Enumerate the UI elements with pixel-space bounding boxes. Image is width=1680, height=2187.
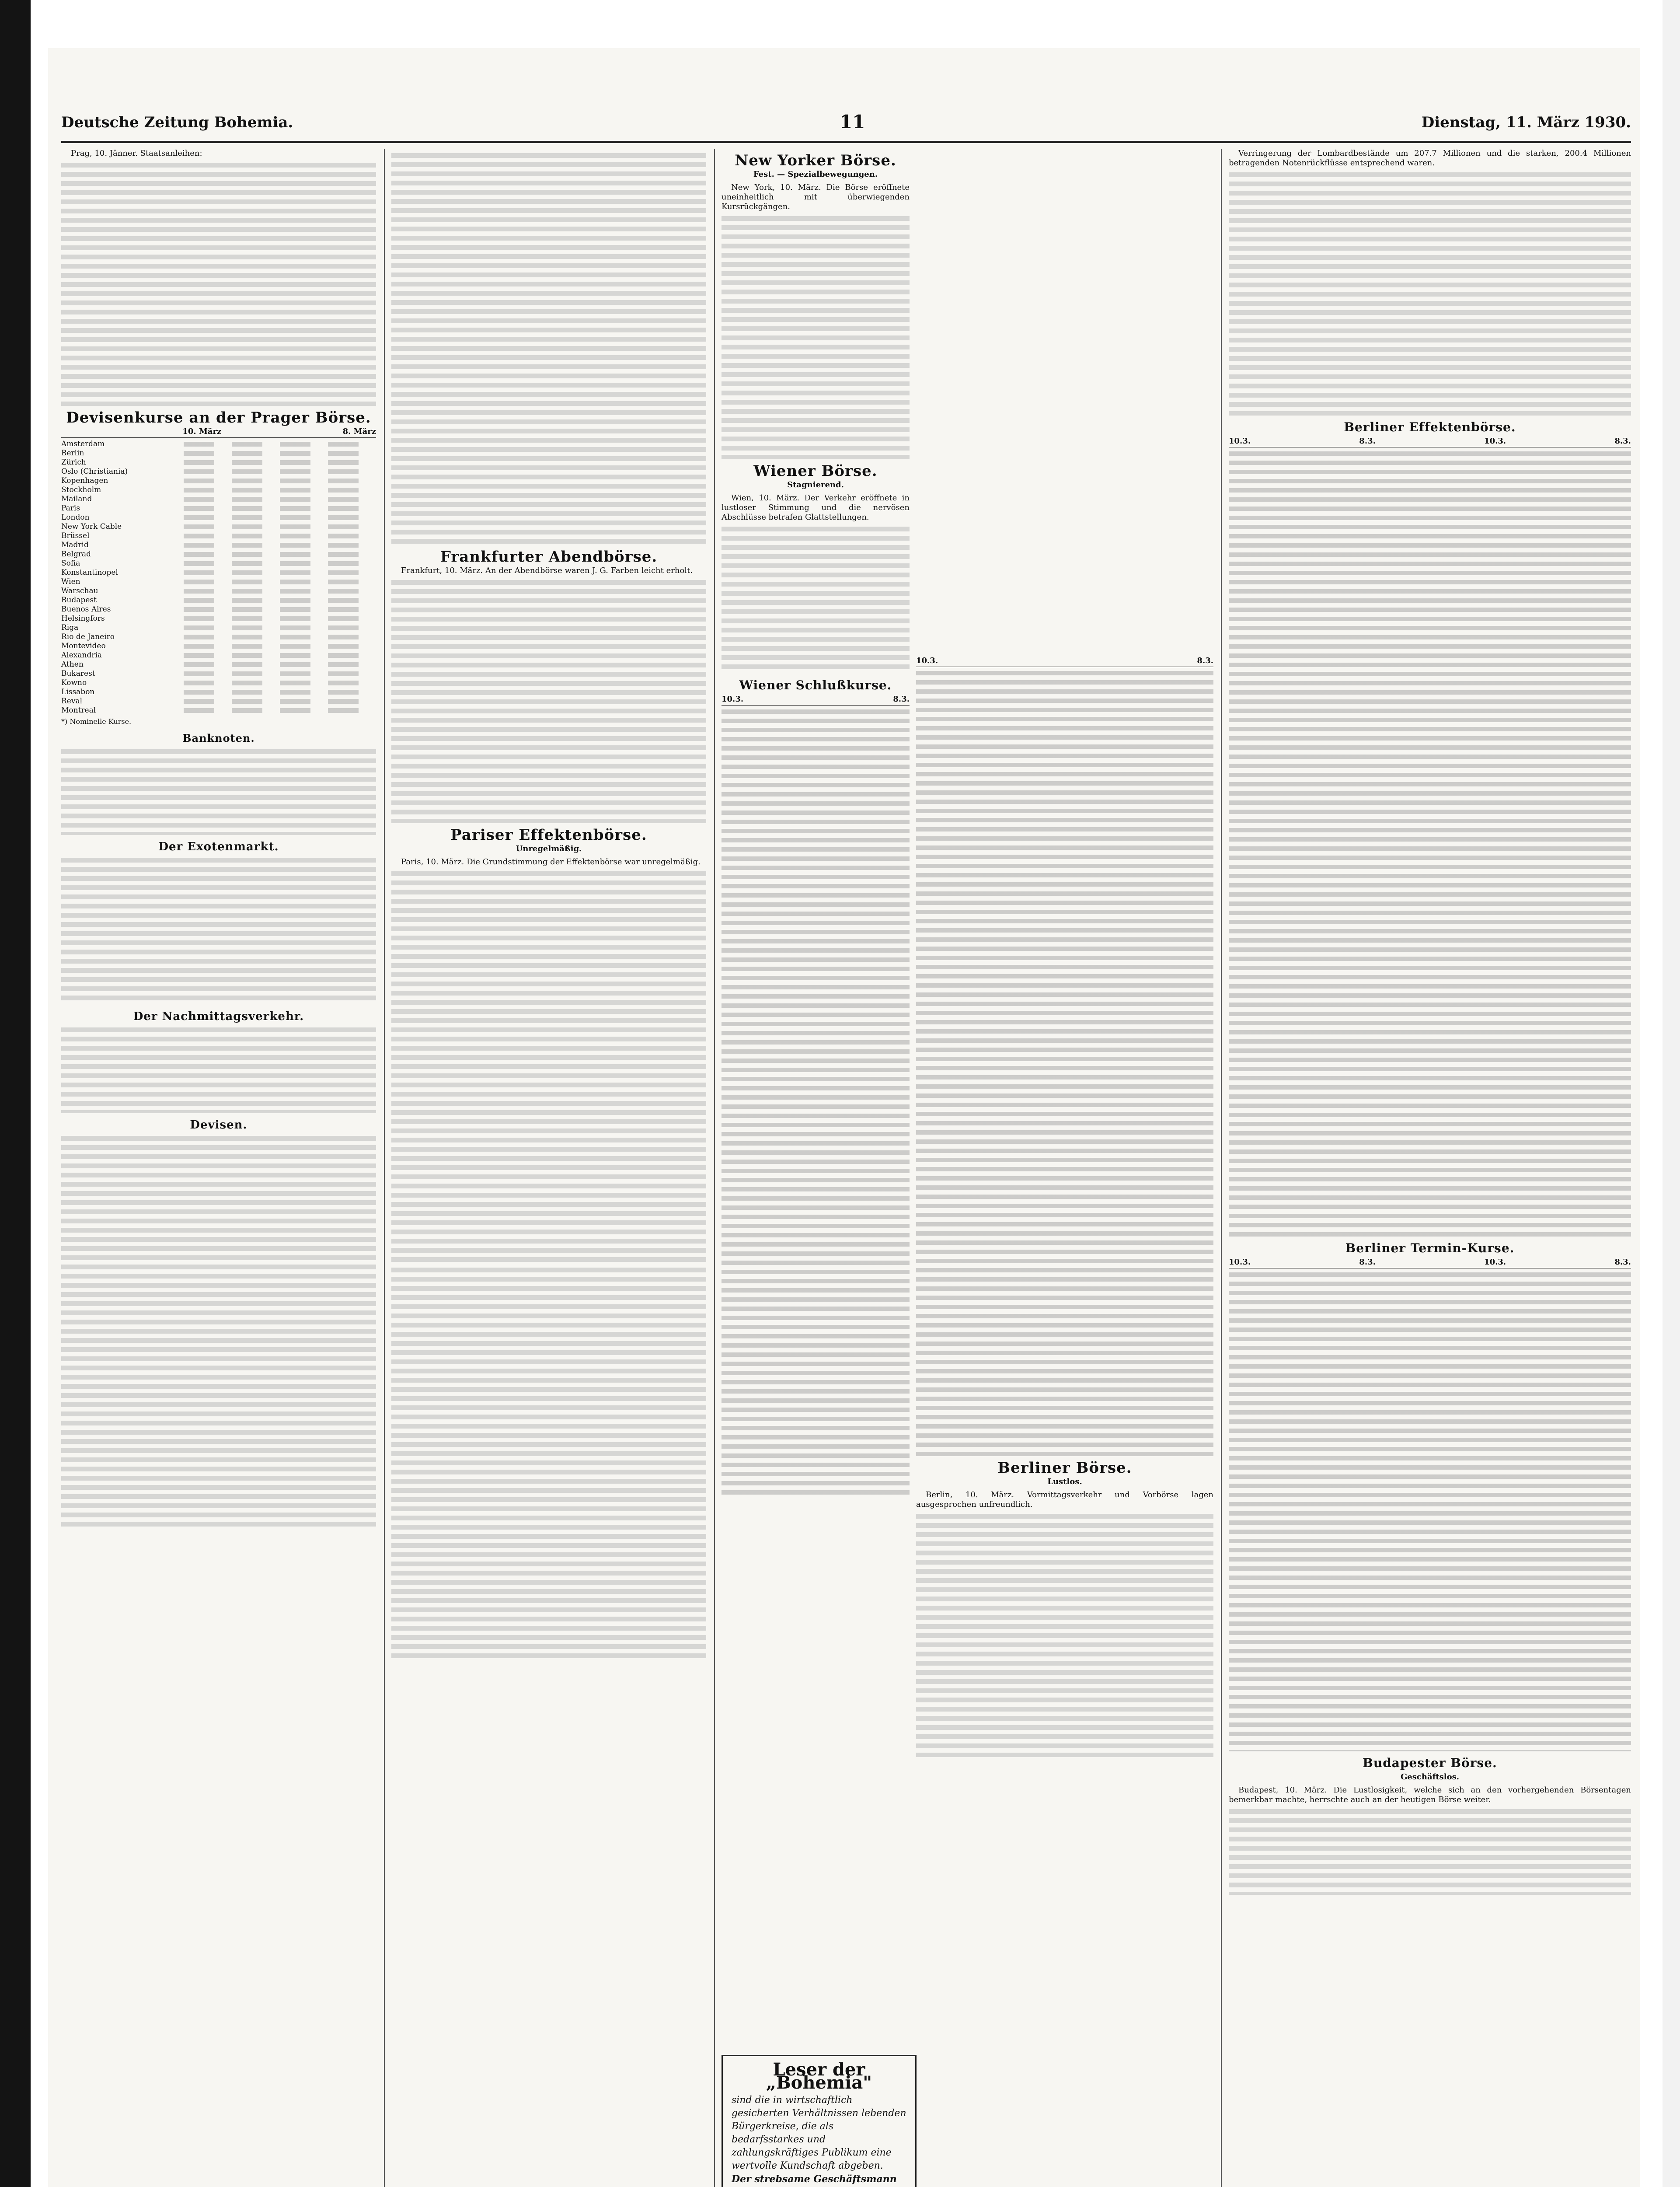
lead-paragraph: Budapest, 10. März. Die Lustlosigkeit, welche sich an den vorhergehenden Börsentagen bemerkbar machte, herrschte auch an der heutigen Börse weiter. (1229, 1785, 1631, 1804)
section-title-devisen-2: Devisen. (190, 1118, 247, 1132)
body-text (61, 1026, 376, 1113)
body-text (916, 1512, 1213, 1757)
devisen-currency: Brüssel (61, 531, 90, 540)
section-subtitle: Stagnierend. (787, 480, 844, 489)
lead-paragraph: New York, 10. März. Die Börse eröffnete uneinheitlich mit überwiegenden Kursrückgängen. (721, 183, 910, 211)
devisen-row (61, 651, 376, 660)
column-3 (721, 149, 910, 2187)
devisen-values-placeholder (184, 497, 376, 502)
section-title-berlin: Berliner Börse. (997, 1459, 1132, 1477)
section-title-berlin-effekten: Berliner Effektenbörse. (1344, 420, 1516, 434)
devisen-values-placeholder (184, 570, 376, 575)
devisen-currency: London (61, 513, 90, 522)
devisen-values-placeholder (184, 561, 376, 566)
scan-light-edge (1663, 0, 1680, 2187)
devisen-row (61, 632, 376, 642)
devisen-values-placeholder (184, 635, 376, 639)
devisen-values-placeholder (184, 469, 376, 474)
devisen-values-placeholder (184, 524, 376, 529)
section-subtitle: Geschäftslos. (1400, 1772, 1460, 1782)
devisen-row (61, 559, 376, 568)
devisen-currency: Sofia (61, 559, 80, 568)
devisen-values-placeholder (184, 671, 376, 676)
body-text (1229, 1807, 1631, 1895)
devisen-currency: Rio de Janeiro (61, 632, 115, 641)
devisen-values-placeholder (184, 625, 376, 630)
devisen-currency: New York Cable (61, 522, 122, 531)
devisen-row (61, 623, 376, 632)
column-rule (1221, 149, 1222, 2187)
body-text (721, 525, 910, 674)
devisen-currency: Budapest (61, 596, 97, 604)
devisen-currency: Montreal (61, 706, 96, 715)
devisen-row (61, 495, 376, 504)
devisen-currency: Buenos Aires (61, 605, 111, 614)
devisen-currency: Oslo (Christiania) (61, 467, 128, 476)
devisen-currency: Bukarest (61, 669, 95, 678)
devisen-values-placeholder (184, 644, 376, 649)
devisen-row (61, 531, 376, 541)
devisen-note: *) Nominelle Kurse. (61, 717, 132, 726)
devisen-values-placeholder (184, 653, 376, 658)
ad-title: Leser der „Bohemia" (766, 2059, 872, 2093)
lead-paragraph: Frankfurt, 10. März. An der Abendbörse waren J. G. Farben leicht erholt. (401, 566, 693, 575)
devisen-values-placeholder (184, 451, 376, 456)
devisen-currency: Lissabon (61, 688, 95, 696)
devisen-values-placeholder (184, 488, 376, 493)
section-subtitle: Lustlos. (1047, 1477, 1082, 1486)
advertisement-box (721, 2055, 917, 2187)
devisen-row (61, 596, 376, 605)
body-text (61, 1134, 376, 1528)
ad-text: Der strebsame Geschäftsmann (732, 2173, 897, 2185)
masthead-rule (61, 141, 1631, 143)
page-number: 11 (840, 111, 865, 133)
devisen-currency: Helsingfors (61, 614, 105, 623)
scan-dark-edge (0, 0, 31, 2187)
devisen-values-placeholder (184, 681, 376, 685)
devisen-values-placeholder (184, 506, 376, 511)
devisen-row (61, 660, 376, 669)
section-title-wien-schluss: Wiener Schlußkurse. (739, 678, 892, 692)
section-title-exoten: Der Exotenmarkt. (158, 840, 279, 853)
devisen-currency: Konstantinopel (61, 568, 118, 577)
effekten-table-header: 10.3. 8.3. 10.3. 8.3. (1229, 437, 1631, 447)
column-2 (391, 149, 706, 2187)
devisen-values-placeholder (184, 662, 376, 667)
devisen-values-placeholder (184, 598, 376, 603)
schluss-table-header: 10.3. 8.3. (721, 695, 910, 706)
devisen-currency: Belgrad (61, 550, 91, 559)
devisen-values-placeholder (184, 442, 376, 447)
schluss-table (721, 707, 910, 1495)
body-text (721, 214, 910, 459)
masthead (61, 109, 1631, 140)
devisen-row (61, 467, 376, 476)
section-title-frankfurt: Frankfurter Abendbörse. (440, 548, 658, 566)
body-text (1229, 171, 1631, 416)
devisen-row (61, 697, 376, 706)
devisen-values-placeholder (184, 515, 376, 520)
devisen-values-placeholder (184, 690, 376, 695)
devisen-row (61, 513, 376, 522)
devisen-currency: Stockholm (61, 486, 101, 494)
devisen-values-placeholder (184, 460, 376, 465)
body-text (391, 1266, 706, 1659)
devisen-row (61, 568, 376, 577)
devisen-values-placeholder (184, 589, 376, 594)
lead-paragraph: Verringerung der Lombardbestände um 207.7 Millionen und die starken, 200.4 Millionen betragenden Notenrückflüsse entsprechend waren. (1229, 149, 1631, 168)
devisen-values-placeholder (184, 580, 376, 584)
column-rule (714, 149, 715, 2187)
devisen-row (61, 458, 376, 467)
devisen-currency: Riga (61, 623, 79, 632)
column-1 (61, 149, 376, 2187)
devisen-currency: Zürich (61, 458, 86, 467)
col-header: 8. März (342, 427, 376, 436)
section-title-budapest: Budapester Börse. (1363, 1756, 1497, 1770)
section-title-banknoten: Banknoten. (182, 732, 255, 744)
devisen-values-placeholder (184, 708, 376, 713)
devisen-currency: Berlin (61, 449, 84, 458)
termin-table-header: 10.3. 8.3. 10.3. 8.3. (1229, 1258, 1631, 1268)
devisen-currency: Wien (61, 577, 80, 586)
devisen-row (61, 522, 376, 531)
devisen-row (61, 440, 376, 449)
column-3b (916, 656, 1213, 2187)
devisen-row (61, 449, 376, 458)
devisen-row (61, 605, 376, 614)
lead-paragraph: Berlin, 10. März. Vormittagsverkehr und Vorbörse lagen ausgesprochen unfreundlich. (916, 1490, 1213, 1509)
devisen-currency: Madrid (61, 541, 89, 549)
devisen-values-placeholder (184, 699, 376, 704)
column-4 (1229, 149, 1631, 2187)
devisen-values-placeholder (184, 616, 376, 621)
devisen-row (61, 678, 376, 688)
schluss-table-header-2: 10.3. 8.3. (916, 656, 1213, 667)
devisen-row (61, 550, 376, 559)
lead-paragraph: Wien, 10. März. Der Verkehr eröffnete in lustloser Stimmung und die nervösen Abschlüsse betrafen Glattstellungen. (721, 493, 910, 522)
devisen-row (61, 587, 376, 596)
lead-paragraph: Prag, 10. Jänner. Staatsanleihen: (71, 149, 202, 158)
body-text (391, 578, 706, 823)
body-text (61, 161, 376, 406)
devisen-currency: Kopenhagen (61, 476, 108, 485)
body-text (61, 856, 376, 1005)
section-title-nachmittag: Der Nachmittagsverkehr. (133, 1010, 304, 1023)
devisen-row (61, 541, 376, 550)
section-title-paris: Pariser Effektenbörse. (450, 826, 647, 844)
col-header: 10. März (182, 427, 222, 436)
devisen-values-placeholder (184, 607, 376, 612)
devisen-currency: Amsterdam (61, 440, 105, 448)
ad-text: sind die in wirtschaftlich gesicherten Verhältnissen lebenden Bürgerkreise, die als bedarfsstarkes und zahlungskräftiges Publikum eine wertvolle Kundschaft abgeben. (732, 2095, 906, 2171)
devisen-row (61, 706, 376, 715)
body-text (391, 151, 706, 545)
body-text (391, 870, 706, 1263)
lead-paragraph: Paris, 10. März. Die Grundstimmung der Effektenbörse war unregelmäßig. (401, 857, 701, 866)
devisen-values-placeholder (184, 543, 376, 548)
devisen-currency: Warschau (61, 587, 98, 595)
devisen-row (61, 476, 376, 486)
section-title-devisen: Devisenkurse an der Prager Börse. (66, 409, 371, 426)
column-rule (384, 149, 385, 2187)
devisen-row (61, 504, 376, 513)
devisen-currency: Kowno (61, 678, 87, 687)
devisen-row (61, 577, 376, 587)
devisen-row (61, 614, 376, 623)
devisen-table (61, 440, 376, 715)
schluss-table-2 (916, 669, 1213, 1456)
section-title-wien: Wiener Börse. (753, 462, 878, 480)
devisen-currency: Alexandria (61, 651, 102, 660)
devisen-row (61, 642, 376, 651)
devisen-currency: Paris (61, 504, 80, 513)
body-text (61, 748, 376, 835)
devisen-currency: Reval (61, 697, 83, 706)
issue-date: Dienstag, 11. März 1930. (1421, 114, 1631, 131)
devisen-values-placeholder (184, 534, 376, 538)
devisen-currency: Mailand (61, 495, 92, 503)
devisen-values-placeholder (184, 552, 376, 557)
section-subtitle: Fest. — Spezialbewegungen. (753, 170, 878, 179)
paper-title: Deutsche Zeitung Bohemia. (61, 114, 293, 131)
devisen-table-header (61, 427, 376, 438)
termin-table (1229, 1270, 1631, 1751)
devisen-row (61, 688, 376, 697)
section-title-newyork: New Yorker Börse. (735, 152, 896, 169)
section-title-termin: Berliner Termin-Kurse. (1345, 1241, 1515, 1255)
devisen-values-placeholder (184, 479, 376, 483)
devisen-currency: Athen (61, 660, 84, 669)
devisen-row (61, 669, 376, 678)
section-subtitle: Unregelmäßig. (516, 844, 582, 853)
devisen-currency: Montevideo (61, 642, 106, 650)
effekten-table (1229, 449, 1631, 1237)
devisen-row (61, 486, 376, 495)
